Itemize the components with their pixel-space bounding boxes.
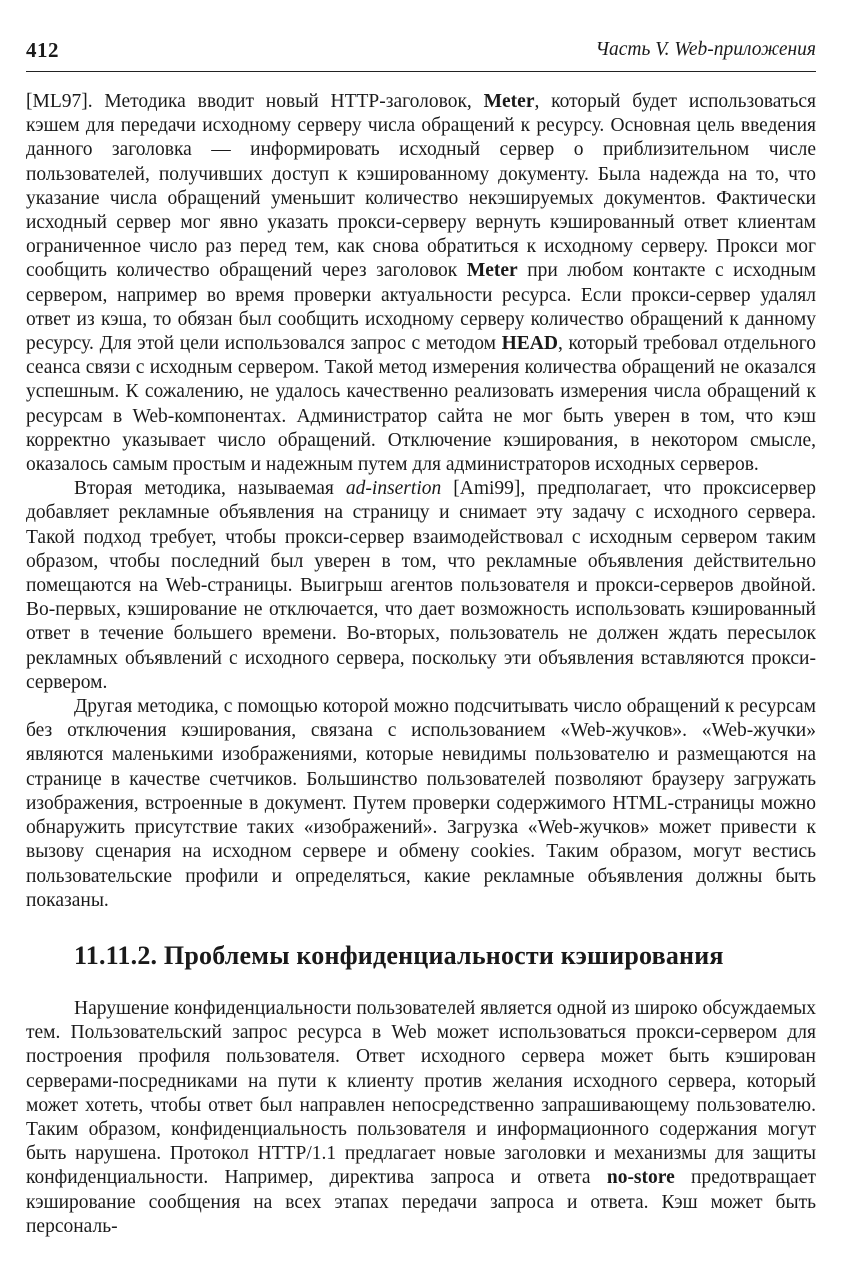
running-header [26, 38, 816, 64]
text-run: Другая методика, с помощью которой можно подсчитывать число обращений к ресурсам без отключения кэширования, связана с использованием «Web-жучков». «Web-жучки» являются маленькими изображениями, которые невидимы пользователю и размещаются на странице в качестве счетчиков. Большинство пользователей позволяют браузеру загружать изображения, встроенные в документ. Путем проверки содержимого HTML-страницы можно обнаружить присутствие таких «изображений». Загрузка «Web-жучков» может привести к вызову сценария на исходном сервере и обмену cookies. Таким образом, могут вестись пользовательские профили и определяться, какие рекламные объявления должны быть показаны. [26, 696, 816, 911]
ad-insertion-term: ad-insertion [345, 478, 442, 500]
no-store-directive-term: no-store [606, 1167, 675, 1189]
head-method-term: HEAD [501, 333, 558, 355]
paragraph-ad-insertion [26, 477, 816, 695]
header-rule [26, 71, 816, 72]
body-text [26, 90, 816, 1239]
text-run: [Ami99], предполагает, что проксисервер добавляет рекламные объявления на страницу и снимает эту задачу с исходного сервера. Такой подход требует, чтобы прокси-сервер взаимодействовал с исходным сервером таким образом, чтобы последний был уверен в том, что рекламные объявления действительно помещаются на Web-страницы. Выигрыш агентов пользователя и прокси-серверов двойной. Во-первых, кэширование не отключается, что дает возможность использовать кэшированный ответ в течение большего времени. Во-вторых, пользователь не должен ждать пересылок рекламных объявлений с исходного сервера, поскольку эти объявления вставляются прокси-сервером. [26, 478, 816, 693]
text-run: , который будет использоваться кэшем для передачи исходному серверу числа обращений к ресурсу. Основная цель введения данного заголовка — информировать исходный сервер о приблизительном числе пользователей, получивших доступ к кэшированному документу. Была надежда на то, что указание числа обращений уменьшит количество некэшируемых документов. Фактически исходный сервер мог явно указать прокси-серверу вернуть кэшированный ответ клиентам ограниченное число раз перед тем, как снова обратиться к исходному серверу. Прокси мог сообщить количество обращений через заголовок [26, 91, 817, 282]
section-heading: 11.11.2. Проблемы конфиденциальности кэширования [74, 940, 724, 970]
paragraph-privacy [26, 997, 816, 1239]
part-title: Часть V. Web-приложения [595, 39, 816, 60]
meter-header-term: Meter [483, 91, 535, 112]
meter-header-term: Meter [466, 260, 518, 282]
page-number: 412 [26, 38, 59, 62]
paragraph-meter-header [26, 90, 816, 477]
text-run: , который требовал отдельного сеанса связи с исходным сервером. Такой метод измерения количества обращений не оказался успешным. К сожалению, не удалось качественно реализовать измерения числа обращений к ресурсам в Web-компонентах. Администратор сайта не мог быть уверен в том, что кэш корректно указывает число обращений. Отключение кэширования, в некотором смысле, оказалось самым простым и надежным путем для администраторов исходных серверов. [26, 333, 816, 476]
text-run: Вторая методика, называемая [74, 478, 346, 500]
text-run: Нарушение конфиденциальности пользователей является одной из широко обсуждаемых тем. Пользовательский запрос ресурса в Web может использоваться прокси-сервером для построения профиля пользователя. Ответ исходного сервера может быть кэширован серверами-посредниками на пути к клиенту против желания исходного сервера, который может хотеть, чтобы ответ был направлен непосредственно запрашивающему пользователю. Таким образом, конфиденциальность пользователя и информационного содержания могут быть нарушена. Протокол HTTP/1.1 предлагает новые заголовки и механизмы для защиты конфиденциальности. Например, директива запроса и ответа [26, 997, 816, 1189]
text-run: предотвращает кэширование сообщения на всех этапах передачи запроса и ответа. Кэш может быть персональ- [26, 1167, 816, 1237]
text-run: при любом контакте с исходным сервером, например во время проверки актуальности ресурса. Если прокси-сервер удалял ответ из кэша, то обязан был сообщить исходному серверу количество обращений к данному ресурсу. Для этой цели использовался запрос с методом [26, 260, 816, 355]
text-run: [ML97]. Методика вводит новый HTTP-заголовок, [26, 91, 484, 112]
paragraph-web-bugs [26, 695, 816, 913]
